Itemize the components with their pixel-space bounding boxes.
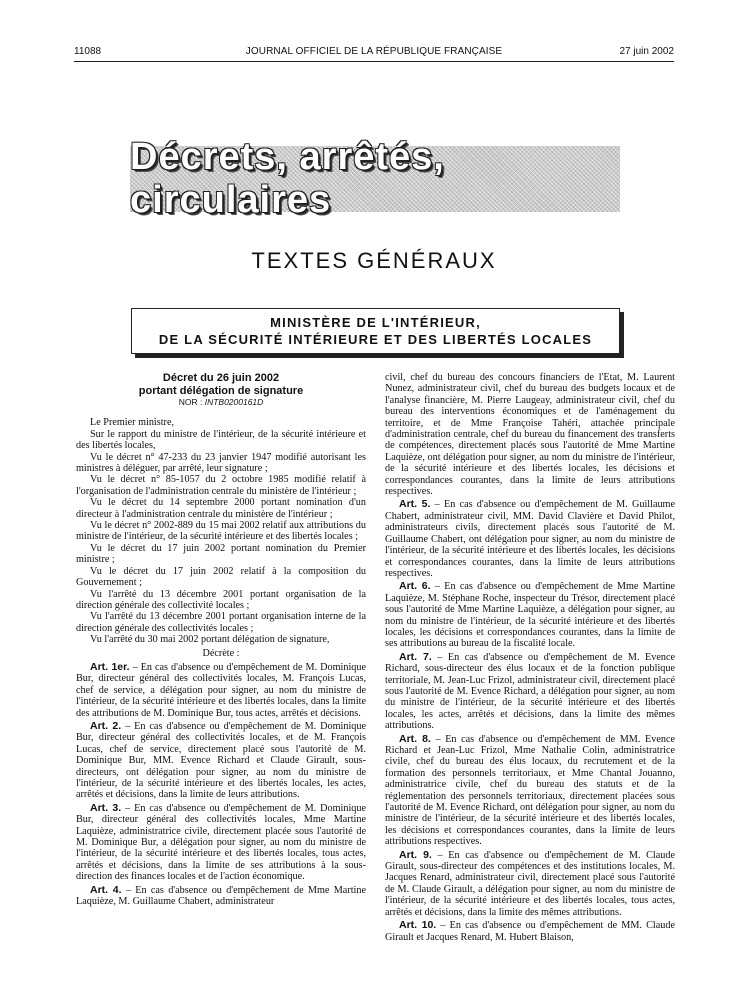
article-text: – En cas d'absence ou d'empêchement de M. Guillaume Chabert, administrateur civil, MM. David Clavière et David Philot, administrateurs civils, directement placés sous l'autorité de M. Guillaume Chabert, ont délégation pour signer, au nom du ministre de l'intérieur, de la sécurité intérieure et des libertés locales, les décisions et correspondances courantes, dans la limite de leurs attributions respectives. [385,499,676,579]
articles-left [76,662,366,908]
article-label: Art. 3. [90,801,122,814]
section-banner [130,136,620,221]
banner-title: Décrets, arrêtés, circulaires [130,136,445,221]
article-text: – En cas d'absence ou d'empêchement de Mme Martine Laquièze, M. Stéphane Roche, inspecteur du Trésor, directement placé sous l'autorité de Mme Martine Laquièze, a délégation pour signer, au nom du ministre de l'intérieur, de la sécurité intérieure et des libertés locales, les décisions et correspondances courantes, dans la limite de ses attributions au bureau de la fiscalité locale. [385,581,675,650]
article-label: Art. 8. [399,732,431,745]
articles-right [385,499,675,942]
article-text: – En cas d'absence ou d'empêchement de MM. Claude Girault et Jacques Renard, M. Hubert Blaison, [385,920,675,943]
nor-code: INTB0200161D [204,397,264,407]
article-paragraph [76,662,366,719]
article-text: – En cas d'absence ou d'empêchement de M. Dominique Bur, directeur général des collectivités locales, M. François Lucas, chef de service, a délégation pour signer, au nom du ministre de l'intérieur, de la sécurité intérieure et des libertés locales, dans la limite des attributions de M. Dominique Bur, tous actes, arrêtés et décisions. [76,661,366,719]
article-text: – En cas d'absence ou d'empêchement de M. Dominique Bur, directeur général des collectivités locales, Mme Martine Laquièze, administratrice civile, directement placée sous l'autorité de M. Dominique Bur, a délégation pour signer, au nom du ministre de l'intérieur, de la sécurité intérieure et des libertés locales, tous actes, arrêtés et décisions, dans la limite de ses attributions à la sous-direction des finances locales et de l'action économique. [76,802,366,883]
article-paragraph [385,734,675,848]
article-text: – En cas d'absence ou d'empêchement de M. Dominique Bur, directeur général des collectivités locales, et de M. François Lucas, chef de service, directement placé sous l'autorité de M. Dominique Bur, MM. Evence Richard et Claude Girault, sous-directeurs, ont délégation pour signer, au nom du ministre de l'intérieur, de la sécurité intérieure et des libertés locales, les actes, arrêtés et décisions, dans la limite de leurs attributions. [76,720,366,801]
ministry-line-2: DE LA SÉCURITÉ INTÉRIEURE ET DES LIBERTÉS LOCALES [158,332,593,347]
right-intro: civil, chef du bureau des concours financiers de l'Etat, M. Laurent Nunez, administrateur civil, chef du bureau des budgets locaux et de l'analyse financière, M. Pierre Laugeay, administrateur civil, chef du bureau des interventions économiques et de l'aménagement du territoire, et de Mme Françoise Tahéri, attachée principale d'administration centrale, chef du bureau du financement des transferts de compétences, directement placés sous l'autorité de Mme Martine Laquièze, ont délégation pour signer, au nom du ministre de l'intérieur, de la sécurité intérieure et des libertés locales, les décisions et correspondances courantes, dans la limite de leurs attributions respectives. [385,372,675,498]
article-text: – En cas d'absence ou d'empêchement de M. Evence Richard, sous-directeur des élus locaux et de la fonction publique territoriale, M. Jean-Luc Frizol, administrateur civil, directement placé sous l'autorité de M. Evence Richard, a délégation pour signer, au nom du ministre de l'intérieur, de la sécurité intérieure et des libertés locales, les actes, arrêtés et décisions, dans la limite des mêmes attributions. [385,651,675,732]
page-header [74,46,674,60]
preamble-paragraph: Vu l'arrêté du 13 décembre 2001 portant organisation de la direction générale des collectivité locales ; [76,588,366,611]
decrete-label: Décrète : [202,647,240,659]
article-paragraph [385,581,675,649]
preamble-paragraph: Vu le décret du 14 septembre 2000 portant nomination d'un directeur à l'administration centrale du ministère de l'intérieur ; [76,497,366,520]
preamble-paragraph: Le Premier ministre, [90,417,175,429]
article-label: Art. 10. [399,919,437,932]
preamble-paragraph: Vu le décret n° 2002-889 du 15 mai 2002 relatif aux attributions du ministre de l'intérieur, de la sécurité intérieure et des libertés locales ; [76,520,366,543]
article-paragraph [385,920,675,943]
preamble-paragraph: Vu le décret n° 85-1057 du 2 octobre 1985 modifié relatif à l'organisation de l'administration centrale du ministère de l'intérieur ; [76,474,366,497]
preamble-paragraph: Vu le décret du 17 juin 2002 relatif à la composition du Gouvernement ; [76,565,366,589]
nor-label: NOR : [178,397,203,407]
decree-title-1: Décret du 26 juin 2002 [162,372,280,384]
article-text: – En cas d'absence ou d'empêchement de Mme Martine Laquièze, M. Guillaume Chabert, administrateur [76,884,366,908]
article-paragraph [76,721,366,801]
header-rule [74,61,674,62]
page-number: 11088 [74,46,102,57]
left-column [76,372,366,907]
preamble-paragraph: Vu le décret n° 47-233 du 23 janvier 1947 modifié autorisant les ministres à déléguer, par arrêté, leur signature ; [76,451,366,475]
article-label: Art. 7. [399,650,432,663]
ministry-line-1: MINISTÈRE DE L'INTÉRIEUR, [270,315,481,330]
preamble [76,417,366,645]
ministry-box [131,308,620,354]
article-text: – En cas d'absence ou d'empêchement de M. Claude Girault, sous-directeur des compétences et des institutions locales, M. Jacques Renard, administrateur civil, directement placé sous l'autorité de M. Claude Girault, a délégation pour signer, au nom du ministre de l'intérieur, de la sécurité intérieure et des libertés locales, tous actes, arrêtés et décisions, dans la limite des mêmes attributions. [385,849,675,918]
article-paragraph [385,499,675,579]
preamble-paragraph: Vu le décret du 17 juin 2002 portant nomination du Premier ministre ; [76,542,366,566]
article-text: – En cas d'absence ou d'empêchement de MM. Evence Richard et Jean-Luc Frizol, Mme Nathalie Colin, administratrice civile, chef du bureau des élus locaux, du recrutement et de la formation des personnels territoriaux, et Mme Chantal Jouanno, administratrice civile, chef du bureau des statuts et de la réglementation des personnels territoriaux, directement placées sous l'autorité de M. Evence Richard, ont délégation pour signer, au nom du ministre de l'intérieur, de la sécurité intérieure et des libertés locales, les décisions et correspondances courantes, dans la limite de leurs attributions respectives. [385,733,675,848]
section-title: TEXTES GÉNÉRAUX [251,248,497,273]
preamble-paragraph: Vu l'arrêté du 30 mai 2002 portant délégation de signature, [90,634,330,646]
right-column [385,372,675,943]
article-label: Art. 4. [90,883,122,896]
preamble-paragraph: Vu l'arrêté du 13 décembre 2001 portant organisation interne de la direction générale des collectivités locales ; [76,611,366,634]
article-paragraph [76,803,366,883]
article-label: Art. 9. [399,848,432,861]
issue-date: 27 juin 2002 [619,46,674,57]
preamble-paragraph: Sur le rapport du ministre de l'intérieur, de la sécurité intérieure et des libertés locales, [76,428,366,452]
article-paragraph [76,885,366,908]
article-label: Art. 2. [90,719,122,732]
article-paragraph [385,850,675,918]
decree-title-2: portant délégation de signature [138,384,304,397]
article-label: Art. 5. [399,498,431,511]
article-label: Art. 6. [399,580,431,593]
article-label: Art. 1er. [90,660,130,673]
nor-reference [76,397,366,408]
journal-title: JOURNAL OFFICIEL DE LA RÉPUBLIQUE FRANÇAISE [245,46,503,57]
article-paragraph [385,652,675,732]
